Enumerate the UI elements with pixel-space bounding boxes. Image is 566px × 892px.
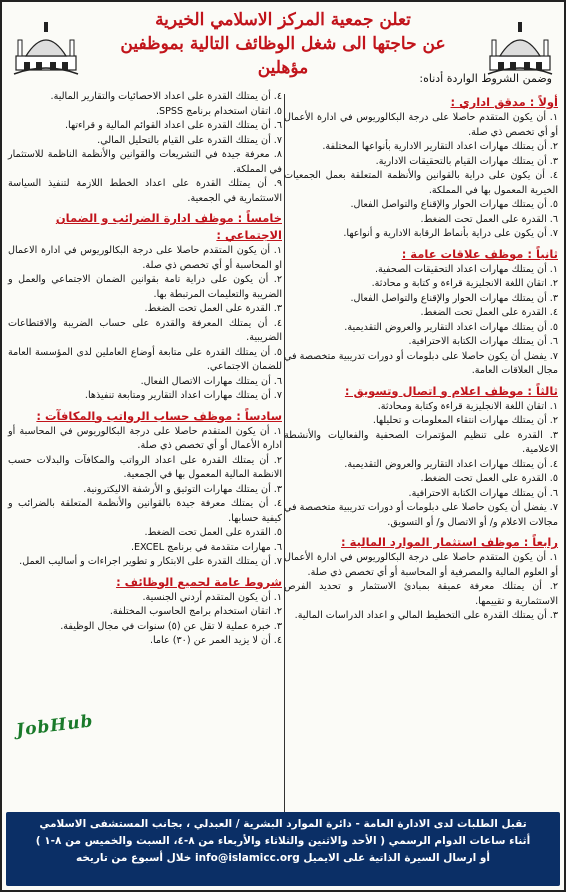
list-item: ٦. مهارات متقدمة في برنامج EXCEL. xyxy=(130,541,282,553)
footer-email-line xyxy=(6,850,560,867)
list-item: ٥. أن يمتلك القدرة على متابعة أوضاع العاملين لدى المؤسسة العامة للضمان الاجتماعي. xyxy=(8,346,282,372)
footer xyxy=(6,812,560,886)
section-title: أولاً : مدقق اداري : xyxy=(450,95,558,109)
list-item: ٦. أن يمتلك مهارات الكتابة الاحترافية. xyxy=(408,487,558,499)
footer-address: تقبل الطلبات لدى الادارة العامة - دائرة الموارد البشرية / العبدلي ، بجانب المستشفى الاسلامي xyxy=(39,818,527,830)
list-item: ٩. أن يمتلك القدرة على اعداد الخطط اللازمة لتنفيذ السياسة الاستثمارية في الجمعية. xyxy=(8,178,282,204)
list-item: ٧. يفضل أن يكون حاصلا على دبلومات أو دورات تدريبية متخصصة في مجالات الاعلام و/ أو الاتصال و/ أو التسويق. xyxy=(284,502,558,528)
section-public-relations xyxy=(284,246,558,379)
list-item: ١. أن يكون المتقدم حاصلا على درجة البكالوريوس في المحاسبة أو ادارة الأعمال أو أي تخصص ذي صلة. xyxy=(8,425,282,451)
section-title: شروط عامة لجميع الوظائف : xyxy=(116,574,282,589)
jobhub-watermark: JobHub xyxy=(15,711,95,741)
list-item: ٢. اتقان اللغة الانجليزية قراءة و كتابة و محادثة. xyxy=(371,278,558,289)
list-item: ٥. القدرة على العمل تحت الضغط. xyxy=(420,473,558,484)
section-title: ثالثاً : موظف اعلام و اتصال وتسويق : xyxy=(344,383,558,398)
list-item: ٥. أن يمتلك مهارات اعداد التقارير والعروض التقديمية. xyxy=(344,321,558,333)
list-item: ١. أن يكون المتقدم أردني الجنسية. xyxy=(142,591,282,603)
list-item: ٢. أن يمتلك القدرة على اعداد الرواتب والمكافآت والبدلات حسب الانظمة المالية المعمول بها في الجمعية. xyxy=(8,454,282,480)
list-item: ٢. أن يمتلك مهارات اعداد التقارير الادارية بأنواعها المختلفة. xyxy=(322,141,558,152)
list-item: ٣. خبرة عملية لا تقل عن (٥) سنوات في مجال الوظيفة. xyxy=(60,620,282,632)
list-item: ١. أن يكون المتقدم حاصلا على درجة البكالوريوس في ادارة الأعمال أو أي تخصص ذي صلة. xyxy=(284,112,558,138)
list-item: ٦. أن يمتلك مهارات الكتابة الاحترافية. xyxy=(408,336,558,347)
right-column xyxy=(284,90,558,624)
list-item: ٥. القدرة على العمل تحت الضغط. xyxy=(144,527,282,538)
header xyxy=(6,6,560,88)
mosque-logo-icon xyxy=(484,16,556,78)
section-title: ثانياً : موظف علاقات عامة : xyxy=(401,246,558,261)
section-tax-social-security xyxy=(8,210,282,404)
footer-email-suffix: خلال أسبوع من تاريخه xyxy=(75,852,192,864)
list-item: ٧. أن يمتلك القدرة على الابتكار و تطوير اجراءات و أساليب العمل. xyxy=(19,556,282,567)
list-item: ٧. أن يكون على دراية بأنماط الرقابة الادارية و أنواعها. xyxy=(343,228,558,239)
list-item: ٧. يفضل أن يكون حاصلا على دبلومات أو دورات تدريبية متخصصة في مجال العلاقات العامة. xyxy=(284,350,558,376)
section-media-marketing xyxy=(284,383,558,531)
list-item: ٢. اتقان استخدام برامج الحاسوب المختلفة. xyxy=(109,606,282,617)
list-item: ٦. أن يمتلك مهارات الاتصال الفعال. xyxy=(140,375,282,387)
list-item: ١. أن يكون المتقدم حاصلا على درجة البكالوريوس في ادارة الاعمال او المحاسبة أو أي تخصص ذي صلة. xyxy=(8,245,282,271)
list-item: ٤. أن يمتلك معرفة جيدة بالقوانين والأنظمة المتعلقة بالضرائب و كيفية حسابها. xyxy=(8,498,282,524)
section-investment-continued xyxy=(8,90,282,206)
list-item: ٦. أن يمتلك القدرة على اعداد القوائم المالية و قراءتها. xyxy=(64,120,282,131)
list-item: ٥. أن يمتلك مهارات الحوار والإقناع والتواصل الفعال. xyxy=(350,199,558,210)
list-item: ٤. أن يمتلك القدرة على اعداد الاحصائيات والتقارير المالية. xyxy=(50,91,282,102)
list-item: ٣. أن يمتلك مهارات التوثيق و الأرشفة الاليكترونية. xyxy=(83,483,282,495)
list-item: ٣. أن يمتلك القدرة على التخطيط المالي و اعداد الدراسات المالية. xyxy=(294,610,558,621)
section-investment xyxy=(284,534,558,624)
list-item: ١. أن يمتلك مهارات اعداد التحقيقات الصحفية. xyxy=(374,263,558,275)
list-item: ٣. القدرة على العمل تحت الضغط. xyxy=(144,303,282,314)
list-item: ٥. اتقان استخدام برنامج SPSS. xyxy=(155,105,282,117)
section-title: سادساً : موظف حساب الرواتب والمكافآت : xyxy=(36,408,282,423)
left-column xyxy=(8,90,282,649)
footer-email-prefix: أو ارسال السيرة الذاتية على الايميل xyxy=(303,852,491,864)
mosque-logo-icon xyxy=(10,16,82,78)
list-item: ٣. القدرة على تنظيم المؤتمرات الصحفية والفعاليات والأنشطة الاعلامية. xyxy=(284,429,558,455)
title-block xyxy=(96,8,470,80)
conditions-intro: وضمن الشروط الواردة أدناه: xyxy=(419,72,552,85)
list-item: ٤. أن لا يزيد العمر عن (٣٠) عاما. xyxy=(149,635,282,646)
list-item: ٨. معرفة جيدة في التشريعات والقوانين والأنظمة الناظمة للاستثمار في المملكة. xyxy=(8,149,282,175)
list-item: ٤. أن يمتلك المعرفة والقدرة على حساب الضريبة والاقتطاعات الضريبية. xyxy=(8,317,282,343)
page-subtitle: عن حاجتها الى شغل الوظائف التالية بموظفين مؤهلين xyxy=(120,34,446,78)
section-admin-auditor xyxy=(284,94,558,242)
list-item: ٣. أن يمتلك مهارات القيام بالتحقيقات الادارية. xyxy=(375,155,558,167)
section-title: خامساً : موظف ادارة الضرائب و الضمان الاجتماعي : xyxy=(55,211,282,242)
section-general-conditions xyxy=(8,574,282,649)
list-item: ١. اتقان اللغة الانجليزية قراءة وكتابة ومحادثة. xyxy=(377,400,558,412)
list-item: ٤. القدرة على العمل تحت الضغط. xyxy=(420,307,558,318)
section-payroll xyxy=(8,408,282,570)
list-item: ٢. أن يمتلك مهارات انتقاء المعلومات و تحليلها. xyxy=(372,415,558,426)
section-title: رابعاً : موظف استثمار الموارد المالية : xyxy=(341,535,558,549)
page-title: تعلن جمعية المركز الاسلامي الخيرية xyxy=(155,10,411,30)
list-item: ٧. أن يمتلك مهارات اعداد التقارير ومتابعة تنفيذها. xyxy=(84,390,282,401)
email-link[interactable]: info@islamicc.org xyxy=(194,852,300,864)
list-item: ٤. أن يكون على دراية بالقوانين والأنظمة المتعلقة بعمل الجمعيات الخيرية المعمول بها في المملكة. xyxy=(284,170,558,196)
footer-hours: أثناء ساعات الدوام الرسمي ( الأحد والاثنين والثلاثاء والأربعاء من ٨-٤، السبت والخميس من ٨-١ ) xyxy=(35,835,531,847)
list-item: ٤. أن يمتلك مهارات اعداد التقارير والعروض التقديمية. xyxy=(344,458,558,470)
list-item: ١. أن يكون المتقدم حاصلا على درجة البكالوريوس في ادارة الأعمال أو العلوم المالية والمصرفية أو المحاسبة أو أي تخصص ذي صلة. xyxy=(284,552,558,578)
list-item: ٣. أن يمتلك مهارات الحوار والإقناع والتواصل الفعال. xyxy=(350,292,558,304)
list-item: ٢. أن يكون على دراية تامة بقوانين الضمان الاجتماعي والعمل و الضريبة والتعليمات المرتبطة بها. xyxy=(8,274,282,300)
list-item: ٦. القدرة على العمل تحت الضغط. xyxy=(420,213,558,225)
list-item: ٢. أن يمتلك معرفة عميقة بمبادئ الاستثمار و تحديد الفرص الاستثمارية و تقييمها. xyxy=(284,581,558,607)
list-item: ٧. أن يمتلك القدرة على القيام بالتحليل المالي. xyxy=(97,134,282,146)
